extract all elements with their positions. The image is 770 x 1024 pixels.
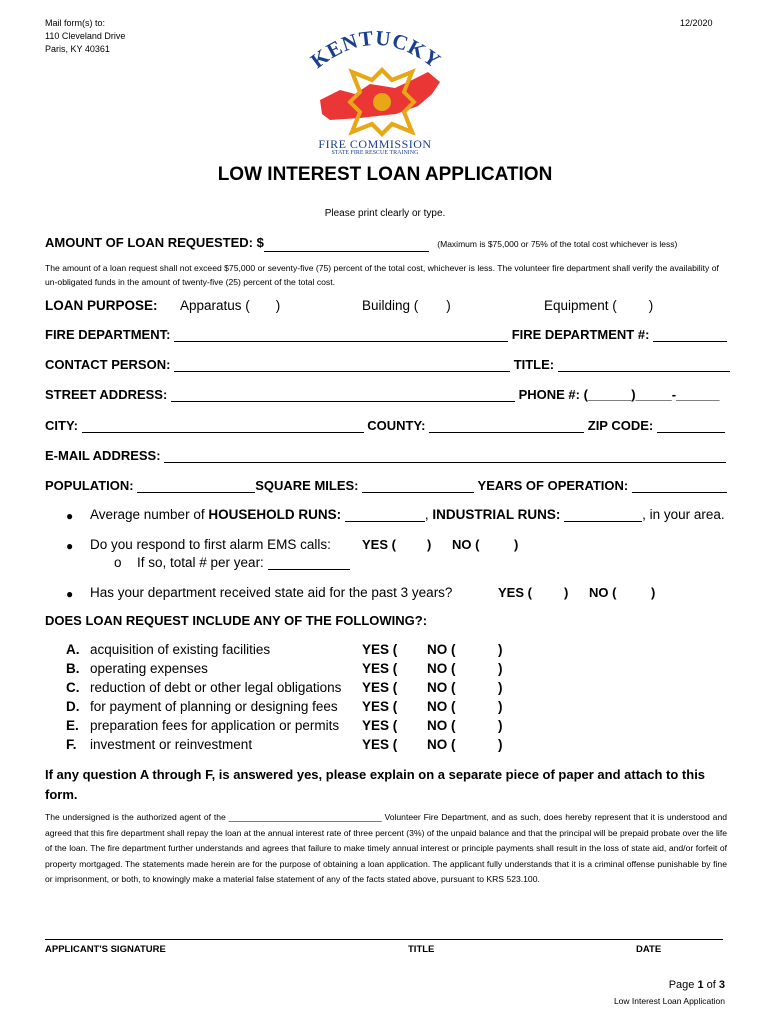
street-address-label: STREET ADDRESS: (45, 387, 168, 402)
loan-purpose-label: LOAN PURPOSE: (45, 298, 158, 313)
page-total: 3 (718, 979, 725, 991)
state-aid-no-close: ) (651, 585, 656, 600)
ems-no[interactable]: NO ( (452, 537, 480, 552)
amount-row (45, 234, 677, 252)
ems-yes[interactable]: YES ( (362, 537, 396, 552)
include-item-no-close: ) (498, 737, 503, 752)
fire-department-no-label: FIRE DEPARTMENT #: (511, 327, 650, 342)
population-row (45, 478, 727, 493)
ems-sub-label: If so, total # per year: (137, 555, 264, 570)
building-label: Building ( (362, 298, 419, 313)
footer-doc-name: Low Interest Loan Application (613, 996, 725, 1006)
page-subtitle: Please print clearly or type. (324, 208, 446, 219)
include-item-yes[interactable]: YES ( (362, 661, 398, 676)
include-item-no[interactable]: NO ( (427, 680, 456, 695)
include-item-letter: C. (66, 680, 80, 695)
include-item-letter: E. (66, 718, 79, 733)
state-aid-yes[interactable]: YES ( (498, 585, 532, 600)
mail-line: Paris, KY 40361 (45, 44, 110, 54)
building-close: ) (446, 298, 451, 313)
include-item-yes[interactable]: YES ( (362, 737, 398, 752)
fire-department-row (45, 327, 727, 342)
include-item-letter: A. (66, 642, 80, 657)
county-label: COUNTY: (367, 418, 426, 433)
building-option[interactable] (362, 298, 451, 313)
email-row (45, 448, 726, 463)
include-item-no[interactable]: NO ( (427, 737, 456, 752)
page-of: of (703, 979, 719, 991)
email-label: E-MAIL ADDRESS: (45, 448, 161, 463)
years-input[interactable] (632, 480, 727, 493)
runs-question: Average number of HOUSEHOLD RUNS: , INDUSTRIAL RUNS: , in your area. (90, 507, 725, 522)
bullet-icon: ● (66, 509, 74, 523)
ems-sub-question (137, 555, 350, 570)
include-item-no-close: ) (498, 718, 503, 733)
logo-line2: STATE FIRE RESCUE TRAINING (331, 150, 419, 156)
ems-question: Do you respond to first alarm EMS calls: (90, 537, 331, 552)
include-item-yes[interactable]: YES ( (362, 680, 398, 695)
page-number (669, 979, 725, 991)
certification-paragraph: The undersigned is the authorized agent of the ________________________________ Volunteer Fire Department, and as such, does hereby represent that it is understood and agreed that this fire department shall repay the loan at the annual interest rate of three percent (3%) of the unpaid balance and that the principal will be prepaid probate over the life of the loan. The fire department further understands and agrees that failure to make timely annual interest or principle payments shall result in the loss of state aid, and/or forfeit of property mortgaged. The statements made herein are for the purpose of obtaining a loan application. The applicant fully understands that it is a criminal offense punishable by fine or imprisonment, or both, to knowingly make a material false statement of any of the facts stated above, pursuant to KRS 523.100. (45, 812, 727, 884)
mail-line: Mail form(s) to: (45, 18, 106, 28)
equipment-close: ) (648, 298, 654, 313)
include-item-text: reduction of debt or other legal obligations (90, 680, 342, 695)
logo-line1: FIRE COMMISSION (318, 137, 432, 151)
household-runs-input[interactable] (345, 509, 425, 522)
include-item-no-close: ) (498, 642, 503, 657)
square-miles-input[interactable] (362, 480, 474, 493)
contact-person-label: CONTACT PERSON: (45, 357, 171, 372)
signature-date-label: DATE (636, 944, 662, 955)
fire-department-label: FIRE DEPARTMENT: (45, 327, 171, 342)
contact-row (45, 357, 730, 372)
zip-label: ZIP CODE: (587, 418, 654, 433)
include-item-no-close: ) (498, 699, 503, 714)
include-item-no-close: ) (498, 661, 503, 676)
zip-input[interactable] (657, 420, 725, 433)
signature-title-label: TITLE (408, 944, 435, 955)
title-label: TITLE: (513, 357, 555, 372)
page-title: LOW INTEREST LOAN APPLICATION (217, 164, 553, 185)
household-runs-label: HOUSEHOLD RUNS: (208, 507, 342, 522)
population-label: POPULATION: (45, 478, 134, 493)
state-aid-no[interactable]: NO ( (589, 585, 617, 600)
years-label: YEARS OF OPERATION: (477, 478, 629, 493)
state-aid-question: Has your department received state aid for the past 3 years? (90, 585, 453, 600)
include-item-text: operating expenses (90, 661, 208, 676)
title-input[interactable] (558, 359, 730, 372)
include-item-text: for payment of planning or designing fees (90, 699, 338, 714)
svg-text:KENTUCKY: KENTUCKY (306, 25, 446, 74)
industrial-runs-input[interactable] (564, 509, 642, 522)
applicant-signature-label: APPLICANT'S SIGNATURE (45, 944, 166, 955)
ems-sub-marker: o (114, 555, 122, 570)
street-row (45, 387, 720, 402)
industrial-runs-label: INDUSTRIAL RUNS: (432, 507, 561, 522)
ems-yes-close: ) (427, 537, 432, 552)
apparatus-label: Apparatus ( (180, 298, 250, 313)
contact-person-input[interactable] (174, 359, 510, 372)
signature-line[interactable] (45, 939, 723, 940)
amount-label: AMOUNT OF LOAN REQUESTED: $ (45, 235, 264, 250)
square-miles-label: SQUARE MILES: (255, 478, 359, 493)
include-item-no-close: ) (498, 680, 503, 695)
include-item-no[interactable]: NO ( (427, 642, 456, 657)
include-item-letter: D. (66, 699, 80, 714)
form-date: 12/2020 (680, 18, 713, 28)
include-item-no[interactable]: NO ( (427, 699, 456, 714)
equipment-option[interactable] (544, 298, 653, 313)
explain-instruction: If any question A through F, is answered yes, please explain on a separate piece of paper and attach to this form. (45, 767, 706, 802)
amount-paragraph: The amount of a loan request shall not exceed $75,000 or seventy-five (75) percent of the total cost, whichever is less. The volunteer fire department shall verify the availability of un-obligated funds in the amount of twenty-five (25) percent of the total cost. (45, 263, 719, 287)
fire-department-input[interactable] (174, 329, 508, 342)
includes-heading: DOES LOAN REQUEST INCLUDE ANY OF THE FOLLOWING?: (45, 613, 428, 628)
include-item-letter: B. (66, 661, 80, 676)
mail-address (45, 17, 125, 56)
include-item-yes[interactable]: YES ( (362, 642, 398, 657)
ems-no-close: ) (514, 537, 519, 552)
apparatus-option[interactable] (180, 298, 280, 313)
include-item-yes[interactable]: YES ( (362, 718, 398, 733)
page-prefix: Page (668, 979, 698, 991)
equipment-label: Equipment ( (544, 298, 617, 313)
city-row (45, 418, 725, 433)
email-input[interactable] (164, 450, 726, 463)
amount-input[interactable] (264, 239, 429, 252)
ems-per-year-input[interactable] (268, 557, 350, 570)
page-current: 1 (697, 979, 704, 991)
include-item-text: preparation fees for application or permits (90, 718, 340, 733)
include-item-no[interactable]: NO ( (427, 661, 456, 676)
runs-suffix: , in your area. (642, 507, 725, 522)
amount-note: (Maximum is $75,000 or 75% of the total cost whichever is less) (437, 239, 678, 249)
bullet-icon: ● (66, 539, 74, 553)
mail-line: 110 Cleveland Drive (45, 31, 126, 41)
state-aid-yes-close: ) (564, 585, 569, 600)
include-item-text: investment or reinvestment (90, 737, 253, 752)
fire-department-no-input[interactable] (653, 329, 727, 342)
runs-prefix: Average number of (90, 507, 209, 522)
street-address-input[interactable] (171, 389, 515, 402)
phone-input[interactable]: (______)_____-______ (583, 387, 720, 402)
county-input[interactable] (429, 420, 584, 433)
include-item-text: acquisition of existing facilities (90, 642, 271, 657)
include-item-letter: F. (66, 737, 77, 752)
phone-label: PHONE #: (518, 387, 580, 402)
apparatus-close: ) (275, 298, 281, 313)
include-item-yes[interactable]: YES ( (362, 699, 398, 714)
population-input[interactable] (137, 480, 255, 493)
include-item-no[interactable]: NO ( (427, 718, 456, 733)
city-input[interactable] (82, 420, 364, 433)
bullet-icon: ● (66, 587, 74, 601)
city-label: CITY: (45, 418, 78, 433)
